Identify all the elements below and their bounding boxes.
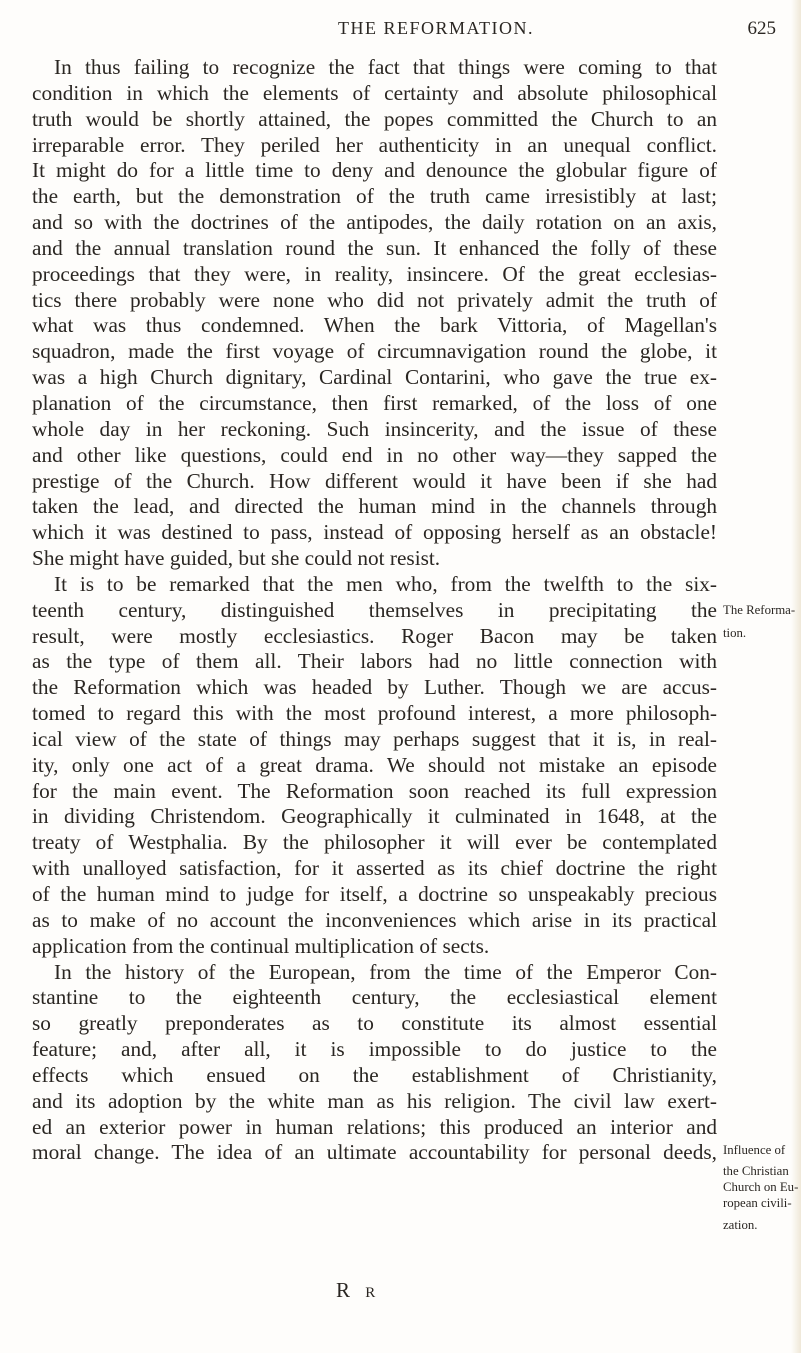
text-line: ical view of the state of things may perhaps suggest that it is, in real- <box>32 726 717 751</box>
text-line: for the main event. The Reformation soon reached its full expression <box>32 778 717 803</box>
text-line: moral change. The idea of an ultimate accountability for personal deeds, <box>32 1140 717 1165</box>
text-line: teenth century, distinguished themselves in precipitating the <box>32 597 717 622</box>
signature-mark: R r <box>336 1278 381 1302</box>
margin-note-line: the Christian <box>723 1164 789 1178</box>
text-line: stantine to the eighteenth century, the ecclesiastical element <box>32 985 717 1010</box>
text-line: planation of the circumstance, then first remarked, of the loss of one <box>32 390 717 415</box>
text-line: squadron, made the first voyage of circumnavigation round the globe, it <box>32 339 717 364</box>
margin-note-line: tion. <box>723 626 747 640</box>
body-text <box>32 55 717 1166</box>
text-line: treaty of Westphalia. By the philosopher it will ever be contemplated <box>32 830 717 855</box>
margin-note-line: zation. <box>723 1218 758 1232</box>
text-line: in dividing Christendom. Geographically it culminated in 1648, at the <box>32 804 717 829</box>
margin-note-line: Church on Eu- <box>723 1180 799 1194</box>
text-line: of the human mind to judge for itself, a doctrine so unspeakably precious <box>32 882 717 906</box>
text-line: proceedings that they were, in reality, insincere. Of the great ecclesias- <box>32 261 717 286</box>
paragraph <box>32 55 717 572</box>
text-line: tics there probably were none who did not privately admit the truth of <box>32 287 717 312</box>
text-line: In the history of the European, from the time of the Emperor Con- <box>54 959 717 984</box>
margin-note-line: The Reforma- <box>723 603 796 617</box>
text-line: truth would be shortly attained, the popes committed the Church to an <box>32 106 717 131</box>
text-line: effects which ensued on the establishment of Christianity, <box>32 1062 717 1087</box>
text-line: was a high Church dignitary, Cardinal Contarini, who gave the true ex- <box>32 365 717 390</box>
paragraph <box>32 572 717 960</box>
text-line: application from the continual multiplication of sects. <box>32 933 490 958</box>
text-line: which it was destined to pass, instead of opposing herself as an obstacle! <box>32 520 717 545</box>
text-line: what was thus condemned. When the bark Vittoria, of Magellan's <box>32 313 717 338</box>
text-line: and other like questions, could end in no other way—they sapped the <box>32 442 717 467</box>
text-line: with unalloyed satisfaction, for it asserted as its chief doctrine the right <box>32 856 717 881</box>
text-line: In thus failing to recognize the fact that things were coming to that <box>54 55 717 79</box>
text-line: irreparable error. They periled her authenticity in an unequal conflict. <box>32 132 717 157</box>
margin-note-line: ropean civili- <box>723 1196 792 1210</box>
text-line: as to make of no account the inconveniences which arise in its practical <box>32 907 717 932</box>
margin-note-line: Influence of <box>723 1143 786 1157</box>
page-edge <box>791 0 801 1353</box>
text-line: It is to be remarked that the men who, from the twelfth to the six- <box>54 571 717 596</box>
text-line: result, were mostly ecclesiastics. Roger Bacon may be taken <box>32 623 717 648</box>
text-line: feature; and, after all, it is impossible to do justice to the <box>32 1037 717 1062</box>
text-line: so greatly preponderates as to constitute its almost essential <box>32 1011 717 1036</box>
text-line: ity, only one act of a great drama. We should not mistake an episode <box>32 752 717 777</box>
text-line: and the annual translation round the sun. It enhanced the folly of these <box>32 235 717 260</box>
text-line: taken the lead, and directed the human mind in the channels through <box>32 494 717 519</box>
text-line: as the type of them all. Their labors had no little connection with <box>32 649 717 674</box>
paragraph <box>32 960 717 1167</box>
text-line: whole day in her reckoning. Such insincerity, and the issue of these <box>32 416 717 441</box>
text-line: and its adoption by the white man as his religion. The civil law exert- <box>32 1088 717 1113</box>
text-line: She might have guided, but she could not resist. <box>32 546 441 571</box>
page-number: 625 <box>747 18 776 39</box>
text-line: condition in which the elements of certainty and absolute philosophical <box>32 80 717 105</box>
text-line: the Reformation which was headed by Luther. Though we are accus- <box>32 675 717 700</box>
text-line: It might do for a little time to deny and denounce the globular figure of <box>32 158 717 183</box>
text-line: ed an exterior power in human relations; this produced an interior and <box>32 1114 717 1139</box>
text-line: the earth, but the demonstration of the truth came irresistibly at last; <box>32 184 717 209</box>
text-line: tomed to regard this with the most profound interest, a more philosoph- <box>32 701 717 726</box>
text-line: and so with the doctrines of the antipodes, the daily rotation on an axis, <box>32 210 717 235</box>
running-head <box>96 18 776 44</box>
text-line: prestige of the Church. How different would it have been if she had <box>32 468 717 493</box>
running-head-title: THE REFORMATION. <box>337 18 534 38</box>
